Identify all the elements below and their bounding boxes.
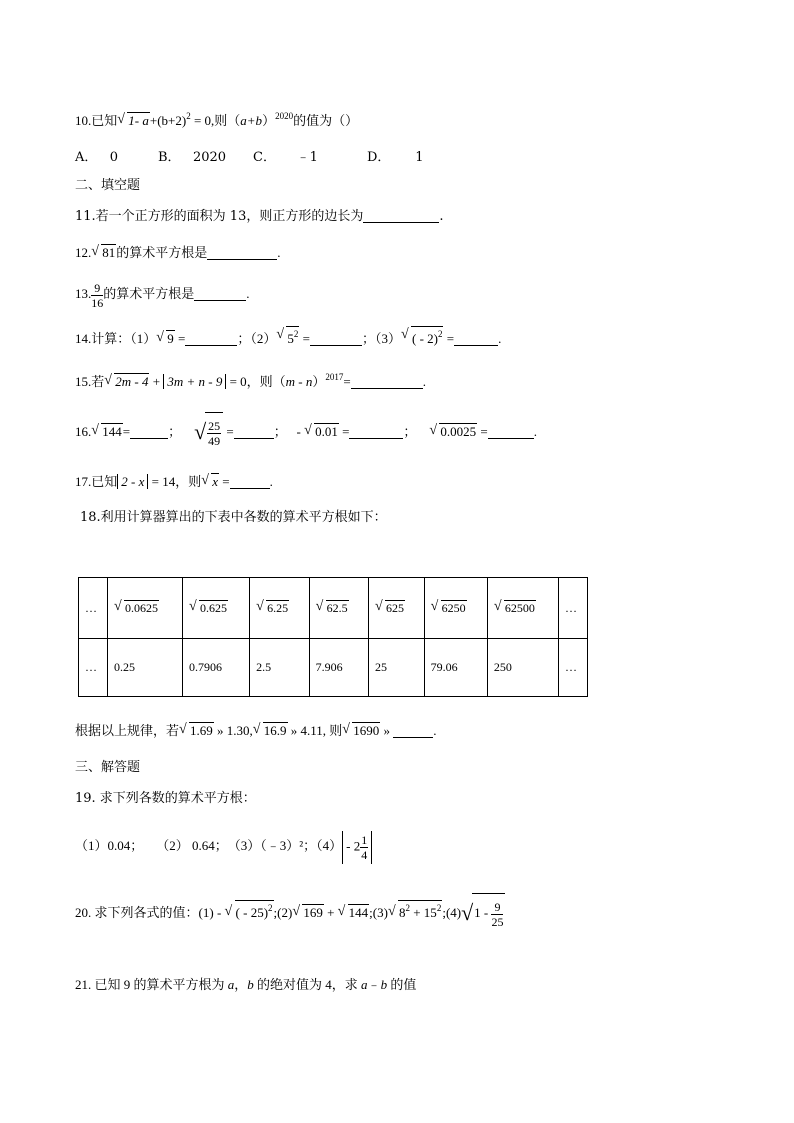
- q20-p2-plus: +: [323, 905, 338, 920]
- q14-exp2: 2: [293, 329, 299, 339]
- q21-minus: ﹣: [367, 977, 381, 992]
- q18b-mid3: »: [380, 723, 394, 738]
- q16-radicand-4: 0.0025: [440, 424, 477, 439]
- q12-answer-blank[interactable]: [207, 245, 277, 260]
- q14-sep1: ；（2）: [237, 331, 277, 346]
- q20-p2-rad1: 169: [303, 905, 323, 920]
- q20-p4: (4): [445, 905, 462, 920]
- q15-mid: = 0，则（: [226, 374, 286, 389]
- q15-abs: 3m + n - 9: [163, 374, 226, 389]
- q19-int: - 2: [346, 838, 361, 853]
- q20-p1: (1): [198, 905, 214, 920]
- q20-p1-neg: -: [213, 905, 225, 920]
- q16-blank-4[interactable]: [488, 424, 534, 439]
- table-sqrt: [256, 600, 289, 616]
- q10-ab: a+b: [240, 113, 263, 128]
- sqrt-8sq-15sq: [388, 895, 442, 931]
- radicand: 625: [386, 601, 404, 616]
- q20-p3: (3): [372, 905, 388, 920]
- sqrt-25-49: [194, 412, 223, 451]
- sqrt-144: [338, 895, 370, 931]
- fraction-9-16: [91, 281, 103, 310]
- q20-semi-1: ;: [273, 905, 278, 920]
- q15-exp: 2017: [325, 372, 344, 382]
- q20-p2: (2): [277, 905, 293, 920]
- sqrt-1-minus-a: [117, 111, 150, 131]
- q20-p4-numerator: 9: [491, 900, 503, 915]
- q20-p2-rad2: 144: [348, 905, 369, 920]
- q15-end: .: [422, 374, 426, 389]
- q16-prefix: 16.: [75, 424, 92, 439]
- sqrt-neg2-squared: [401, 326, 444, 349]
- q14-blank-3[interactable]: [454, 331, 498, 346]
- option-b-label: B．: [158, 150, 181, 165]
- table-sqrt: [114, 600, 159, 616]
- table-cell: 0.7906: [182, 639, 249, 697]
- table-cell: …: [79, 578, 108, 639]
- sqrt-169: [292, 895, 324, 931]
- question-19: 19. 求下列各数的算术平方根：: [75, 791, 256, 806]
- q10-suffix: 的值为（）: [293, 113, 359, 128]
- table-sqrt: [189, 600, 228, 616]
- sqrt-9: [156, 329, 175, 349]
- table-cell: [250, 578, 309, 639]
- q21-a: a: [227, 977, 235, 992]
- table-cell: 79.06: [424, 639, 487, 697]
- question-21: [75, 975, 416, 995]
- q18b-mid1: » 1.30,: [213, 723, 253, 738]
- sqrt-16-9: [253, 721, 288, 741]
- radicand: 6.25: [267, 601, 289, 616]
- fraction-1-4: [360, 833, 368, 862]
- q17-end: .: [269, 474, 273, 489]
- q16-eq2: =: [223, 424, 234, 439]
- sqrt-5-squared: [276, 326, 299, 349]
- q10-exp2: 2020: [275, 111, 294, 121]
- question-16: [75, 412, 537, 451]
- table-cell: [182, 578, 249, 639]
- q11-text: 11.若一个正方形的面积为 13，则正方形的边长为: [75, 209, 364, 224]
- question-18: 18.利用计算器算出的下表中各数的算术平方根如下：: [80, 510, 387, 525]
- q18b-mid2: » 4.11, 则: [287, 723, 343, 738]
- q20-semi-3: ;: [442, 905, 446, 920]
- q20-p3-plus: + 15: [409, 905, 437, 920]
- q20-p3-exp1: 2: [405, 903, 410, 913]
- q16-end: .: [533, 424, 538, 439]
- q14-sep2: ；（3）: [361, 331, 401, 346]
- table-sqrt: [431, 600, 467, 616]
- sqrt-144: [91, 414, 123, 450]
- q20-p3-exp2: 2: [436, 903, 442, 913]
- table-cell: [424, 578, 487, 639]
- question-12: [75, 243, 281, 263]
- q19-items: （1）0.04； （2） 0.64； （3）（﹣3）²；（4）: [75, 838, 343, 853]
- q15-close: ）: [312, 374, 326, 389]
- q16-radicand-3: 0.01: [315, 424, 338, 439]
- q13-numerator: 9: [91, 281, 103, 296]
- q21-b: b: [247, 977, 254, 992]
- q17-eq: =: [219, 474, 230, 489]
- q12-end: .: [277, 245, 281, 260]
- q19-numerator: 1: [361, 832, 368, 847]
- section-2-heading: 二、填空题: [75, 178, 141, 193]
- question-14: [75, 326, 501, 349]
- q16-neg3: -: [296, 424, 305, 439]
- q21-a2: a: [361, 977, 368, 992]
- q21-prefix: 21. 已知 9 的算术平方根为: [75, 977, 228, 992]
- table-cell: 0.25: [108, 639, 183, 697]
- q18b-radicand-3: 1690: [353, 723, 380, 738]
- q10-close: ）: [262, 113, 276, 128]
- q15-mn: m - n: [285, 374, 313, 389]
- table-cell: 250: [487, 639, 558, 697]
- q16-frac-wrap: [205, 412, 223, 451]
- sqrt-0-01: [304, 414, 339, 450]
- q18b-end: .: [433, 723, 437, 738]
- q18b-answer-blank[interactable]: [393, 723, 433, 738]
- table-cell: 7.906: [309, 639, 368, 697]
- q19-denominator: 4: [361, 847, 368, 862]
- q14-exp3: 2: [437, 329, 443, 339]
- q16-numerator: √ 25: [208, 418, 221, 433]
- option-a-label: A．: [75, 150, 98, 165]
- q11-end: .: [439, 209, 444, 224]
- table-cell: 25: [369, 639, 425, 697]
- q14-blank-2[interactable]: [310, 331, 362, 346]
- option-a-value: 0: [109, 150, 119, 165]
- q20-p1-rad: ( - 25): [235, 905, 269, 920]
- radicand: 6250: [441, 601, 466, 616]
- table-cell: …: [559, 639, 588, 697]
- question-17: [75, 472, 273, 492]
- table-row: [79, 578, 588, 639]
- q13-text: 的算术平方根是: [103, 286, 195, 301]
- table-cell: 2.5: [250, 639, 309, 697]
- q14-eq3: =: [443, 331, 455, 346]
- table-cell: [369, 578, 425, 639]
- option-c-value: ﹣1: [296, 150, 318, 165]
- sqrt-table: [78, 577, 588, 697]
- q21-b2: b: [380, 977, 388, 992]
- q20-p3-a: 8: [398, 905, 406, 920]
- q10-prefix: 10.已知: [75, 113, 118, 128]
- q20-semi-2: ;: [369, 905, 373, 920]
- q18b-prefix: 根据以上规律，若: [75, 723, 180, 738]
- q15-plus: +: [149, 374, 164, 389]
- q16-eq3: =: [338, 424, 350, 439]
- table-cell: [108, 578, 183, 639]
- q15-radicand: 2m - 4: [115, 374, 149, 389]
- q16-blank-3[interactable]: [349, 424, 403, 439]
- question-11: [75, 207, 444, 227]
- option-d-label: D．: [367, 150, 391, 165]
- q14-radicand-3-wrap: [411, 326, 444, 346]
- q13-prefix: 13.: [75, 286, 92, 301]
- q16-denominator: 49: [208, 433, 221, 448]
- q10-mid2: = 0,则（: [190, 113, 241, 128]
- q16-blank-1[interactable]: [130, 424, 168, 439]
- q21-end: 的值: [387, 977, 417, 992]
- q20-p4-one: 1 -: [474, 905, 492, 920]
- q14-end: .: [498, 331, 502, 346]
- q14-blank-1[interactable]: [185, 331, 237, 346]
- q21-sep: ，: [234, 977, 248, 992]
- q19-abs-mixed: [342, 831, 372, 864]
- option-b[interactable]: [158, 146, 226, 165]
- question-15: [75, 367, 426, 392]
- radicand: 0.0625: [125, 601, 158, 616]
- q12-radicand: 81: [102, 245, 116, 260]
- option-b-value: 2020: [192, 150, 227, 165]
- q20-p4-denominator: 25: [491, 914, 504, 929]
- table-cell: …: [79, 639, 108, 697]
- q17-answer-blank[interactable]: [230, 474, 270, 489]
- option-d-value: 1: [415, 150, 424, 165]
- q15-prefix: 15.若: [75, 374, 105, 389]
- q13-end: .: [246, 286, 250, 301]
- q16-sep3: ；: [403, 424, 417, 439]
- q18b-radicand-1: 1.69: [190, 723, 213, 738]
- q10-radicand: 1- a: [128, 113, 149, 128]
- sqrt-1690: [342, 721, 380, 741]
- q16-radicand-1: 144: [102, 424, 122, 439]
- q18b-radicand-2: 16.9: [263, 723, 287, 738]
- q12-text: 的算术平方根是: [116, 245, 208, 260]
- q20-prefix: 20. 求下列各式的值：: [75, 905, 199, 920]
- table-cell: …: [559, 578, 588, 639]
- question-19-items: [75, 830, 372, 864]
- q21-mid: 的绝对值为 4，求: [253, 977, 362, 992]
- q17-abs: 2 - x: [117, 474, 148, 489]
- table-cell: [309, 578, 368, 639]
- q20-p1-exp: 2: [268, 903, 273, 913]
- q17-radicand: x: [212, 474, 218, 489]
- q20-p1-rad-wrap: [235, 900, 274, 920]
- q20-p3-rad-wrap: [398, 900, 442, 920]
- option-c-label: C．: [253, 150, 276, 165]
- q14-prefix: 14.计算：（1）: [75, 331, 157, 346]
- sqrt-1-69: [179, 721, 214, 741]
- q13-denominator: 16: [91, 295, 104, 310]
- table-sqrt: [375, 600, 405, 616]
- option-d[interactable]: [367, 146, 424, 165]
- sqrt-81: [91, 243, 116, 263]
- fraction-25-49: [207, 419, 221, 448]
- section-3-heading: 三、解答题: [75, 760, 141, 775]
- q10-mid1: +(b+2): [149, 113, 187, 128]
- radicand: 62500: [504, 601, 535, 616]
- q11-answer-blank[interactable]: [363, 208, 439, 223]
- q15-answer-blank[interactable]: [351, 374, 423, 389]
- question-18-rule: [75, 721, 437, 741]
- q14-radicand-2-wrap: [286, 326, 299, 346]
- q10-exp1: 2: [186, 111, 191, 121]
- q14-radicand-2: 5: [287, 331, 294, 346]
- fraction-9-25: [491, 900, 503, 929]
- q14-radicand-3: ( - 2): [411, 331, 438, 346]
- q14-eq1: =: [174, 331, 186, 346]
- question-10: [75, 106, 358, 131]
- q14-eq2: =: [299, 331, 310, 346]
- table-row: [79, 639, 588, 697]
- q16-sep2: ；: [273, 424, 287, 439]
- sqrt-1-minus-9-25: [461, 893, 505, 932]
- radicand: 62.5: [326, 601, 348, 616]
- q17-prefix: 17.已知: [75, 474, 118, 489]
- q14-radicand-1: 9: [167, 331, 174, 346]
- sqrt-2m-4: [104, 372, 149, 392]
- option-c[interactable]: [253, 146, 318, 165]
- question-20: [75, 893, 505, 932]
- table-sqrt: [494, 600, 536, 616]
- q16-blank-2[interactable]: [234, 424, 274, 439]
- option-a[interactable]: [75, 146, 118, 165]
- q16-eq4: =: [477, 424, 488, 439]
- table-cell: [487, 578, 558, 639]
- q16-sep1: ；: [168, 424, 182, 439]
- sqrt-x: [201, 472, 219, 492]
- table-sqrt: [316, 600, 349, 616]
- radicand: 0.625: [199, 601, 227, 616]
- q16-eq1: =: [122, 424, 131, 439]
- q13-answer-blank[interactable]: [194, 286, 246, 301]
- q17-mid: = 14，则: [148, 474, 202, 489]
- sqrt-0-0025: [429, 414, 477, 450]
- q15-eq: =: [343, 374, 351, 389]
- sqrt-neg25-squared: [225, 895, 274, 931]
- q20-p4-rad-wrap: [472, 893, 505, 932]
- question-13: [75, 278, 250, 310]
- q12-prefix: 12.: [75, 245, 92, 260]
